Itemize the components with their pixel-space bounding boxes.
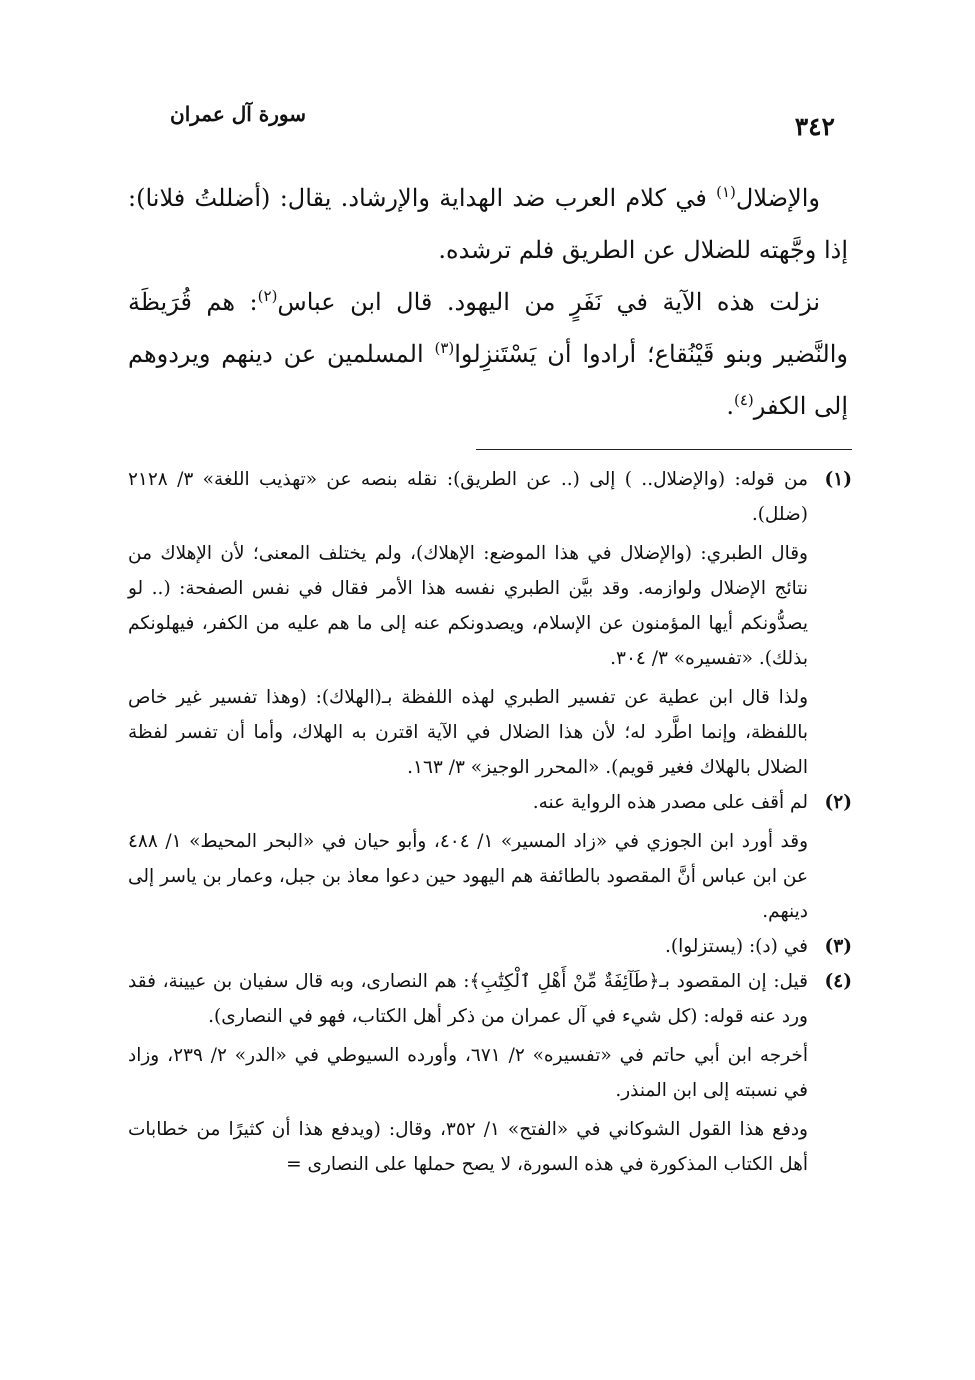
text-span: : هم قُرَيظَة والنَّضير وبنو قَيْنُقاع؛ أرادوا أن يَسْتَنزِلوا	[128, 288, 849, 368]
footnote-1	[128, 462, 852, 785]
text-span: والإضلال	[735, 184, 820, 212]
footnote-paragraph: من قوله: (والإضلال.. ) إلى (.. عن الطريق): نقله بنصه عن «تهذيب اللغة» ٣/ ٢١٢٨ (ضلل).	[128, 469, 808, 525]
text-span: في كلام العرب ضد الهداية والإرشاد. يقال: (أضللتُ فلانا): إذا وجَّهته للضلال عن الطريق فلم ترشده.	[128, 184, 848, 264]
footnotes	[128, 462, 852, 1182]
footnote-paragraph: أخرجه ابن أبي حاتم في «تفسيره» ٢/ ٦٧١، وأورده السيوطي في «الدر» ٢/ ٢٣٩، وزاد في نسبته إلى ابن المنذر.	[128, 1045, 808, 1101]
footnote-number: (٣)	[824, 936, 852, 957]
text-span: .	[726, 392, 734, 420]
footnote-number: (٢)	[824, 792, 852, 813]
footnote-4	[128, 964, 852, 1182]
text-span: نزلت هذه الآية في نَفَرٍ من اليهود. قال ابن عباس	[277, 288, 820, 316]
footnote-paragraph: لم أقف على مصدر هذه الرواية عنه.	[532, 792, 808, 813]
running-title: سورة آل عمران	[170, 102, 307, 126]
footnote-ref-2: (٢)	[257, 287, 278, 305]
main-paragraph-2	[128, 276, 848, 432]
text-span: المسلمين عن دينهم ويردوهم إلى الكفر	[128, 340, 848, 420]
footnote-paragraph: ولذا قال ابن عطية عن تفسير الطبري لهذه اللفظة بـ(الهلاك): (وهذا تفسير غير خاص باللفظة، وإنما اطَّرد له؛ لأن هذا الضلال في الآية اقترن به الهلاك، وأما أن تفسر لفظة الضلال بالهلاك فغير قويم). «المحرر الوجيز» ٣/ ١٦٣.	[128, 687, 808, 778]
page-header	[130, 100, 845, 150]
footnote-paragraph: ودفع هذا القول الشوكاني في «الفتح» ١/ ٣٥٢، وقال: (ويدفع هذا أن كثيرًا من خطابات أهل الكتاب المذكورة في هذه السورة، لا يصح حملها على النصارى =	[128, 1119, 808, 1175]
footnote-paragraph: وقد أورد ابن الجوزي في «زاد المسير» ١/ ٤٠٤، وأبو حيان في «البحر المحيط» ١/ ٤٨٨ عن ابن عباس أنَّ المقصود بالطائفة هم اليهود حين دعوا معاذ بن جبل، وعمار بن ياسر إلى دينهم.	[128, 831, 809, 922]
footnote-ref-4: (٤)	[733, 391, 754, 409]
footnote-number: (٤)	[824, 971, 852, 992]
main-paragraph-1	[128, 172, 848, 276]
footnote-divider	[476, 449, 852, 450]
footnote-paragraph: قيل: إن المقصود بـ﴿طَآئِفَةٌ مِّنْ أَهْلِ ٱلْكِتَٰبِ﴾: هم النصارى، وبه قال سفيان بن عيينة، فقد ورد عنه قوله: (كل شيء في آل عمران من ذكر أهل الكتاب، فهو في النصارى).	[128, 971, 808, 1027]
footnote-paragraph: وقال الطبري: (والإضلال في هذا الموضع: الإهلاك)، ولم يختلف المعنى؛ لأن الإهلاك من نتائج الإضلال ولوازمه. وقد بيَّن الطبري نفسه هذا الأمر فقال في نفس الصفحة: (.. لو يصدُّونكم أيها المؤمنون عن الإسلام، ويصدونكم عنه إلى ما هم عليه من الكفر، فيهلونكم بذلك). «تفسيره» ٣/ ٣٠٤.	[128, 543, 808, 669]
footnote-ref-3: (٣)	[434, 339, 455, 357]
main-text	[128, 172, 848, 432]
footnote-paragraph: في (د): (يستزلوا).	[664, 936, 808, 957]
footnote-number: (١)	[824, 469, 852, 490]
footnote-2	[128, 785, 852, 929]
footnote-3	[128, 929, 852, 964]
page-number: ٣٤٢	[794, 112, 835, 141]
footnote-ref-1: (١)	[716, 183, 736, 201]
